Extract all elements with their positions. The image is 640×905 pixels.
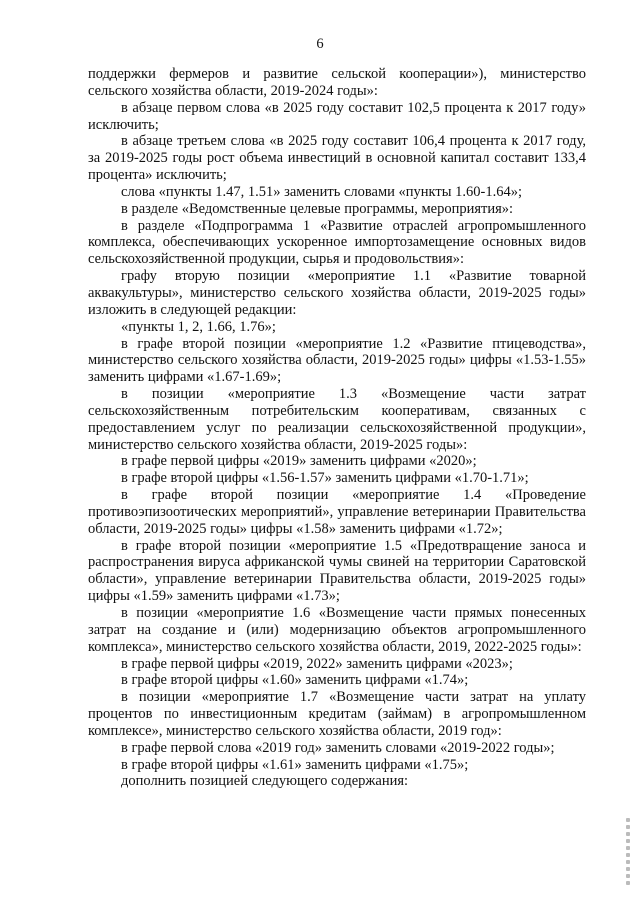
paragraph: «пункты 1, 2, 1.66, 1.76»;	[121, 318, 276, 335]
document-body	[88, 66, 586, 790]
paragraph: в графе второй цифры «1.56-1.57» заменить цифрами «1.70-1.71»;	[121, 470, 529, 487]
paragraph: в позиции «мероприятие 1.7 «Возмещение части затрат на уплату процентов по инвестиционным кредитам (займам) в агропромышленном комплексе», министерство сельского хозяйства области, 2019 год»:	[88, 689, 586, 739]
paragraph: в разделе «Ведомственные целевые программы, мероприятия»:	[121, 200, 514, 217]
paragraph: в графе второй позиции «мероприятие 1.2 «Развитие птицеводства», министерство сельского хозяйства области, 2019-2025 годы» цифры «1.53-1.55» заменить цифрами «1.67-1.69»;	[88, 335, 586, 386]
paragraph: дополнить позицией следующего содержания:	[121, 773, 409, 790]
paragraph: в графе второй позиции «мероприятие 1.4 «Проведение противоэпизоотических мероприятий», управление ветеринарии Правительства области, 2019-2025 годы» цифры «1.58» заменить цифрами «1.72»;	[88, 487, 586, 537]
paragraph: в разделе «Подпрограмма 1 «Развитие отраслей агропромышленного комплекса, обеспечивающих ускоренное импортозамещение основных видов сельскохозяйственной продукции, сырья и продовольствия»:	[88, 217, 586, 268]
paragraph: в графе первой цифры «2019» заменить цифрами «2020»;	[121, 453, 477, 470]
paragraph: графу вторую позиции «мероприятие 1.1 «Развитие товарной аквакультуры», министерство сельского хозяйства области, 2019-2025 годы» изложить в следующей редакции:	[88, 268, 586, 318]
paragraph: в графе первой цифры «2019, 2022» заменить цифрами «2023»;	[121, 655, 513, 672]
paragraph: в графе второй позиции «мероприятие 1.5 «Предотвращение заноса и распространения вируса африканской чумы свиней на территории Саратовской области», управление ветеринарии Правительства области, 2019-2025 годы» цифры «1.59» заменить цифрами «1.73»;	[88, 537, 586, 605]
paragraph: слова «пункты 1.47, 1.51» заменить словами «пункты 1.60-1.64»;	[121, 183, 522, 200]
paragraph: в графе второй цифры «1.60» заменить цифрами «1.74»;	[121, 672, 469, 689]
page-number: 6	[316, 36, 324, 52]
paragraph: поддержки фермеров и развитие сельской кооперации»), министерство сельского хозяйства области, 2019-2024 годы»:	[88, 66, 586, 99]
paragraph: в абзаце первом слова «в 2025 году составит 102,5 процента к 2017 году» исключить;	[88, 99, 586, 133]
paragraph: в графе первой слова «2019 год» заменить словами «2019-2022 годы»;	[121, 739, 555, 756]
scan-margin-marks	[624, 818, 632, 896]
paragraph: в позиции «мероприятие 1.3 «Возмещение части затрат сельскохозяйственным потребительским кооперативам, связанных с предоставлением услуг по реализации сельскохозяйственной продукции», министерство сельского хозяйства области, 2019-2025 годы»:	[88, 386, 586, 453]
paragraph: в абзаце третьем слова «в 2025 году составит 106,4 процента к 2017 году, за 2019-2025 годы рост объема инвестиций в основной капитал составит 133,4 процента» исключить;	[88, 133, 586, 184]
paragraph: в позиции «мероприятие 1.6 «Возмещение части прямых понесенных затрат на создание и (или) модернизацию объектов агропромышленного комплекса», министерство сельского хозяйства области, 2019, 2022-2025 годы»:	[88, 605, 586, 655]
paragraph: в графе второй цифры «1.61» заменить цифрами «1.75»;	[121, 756, 469, 773]
